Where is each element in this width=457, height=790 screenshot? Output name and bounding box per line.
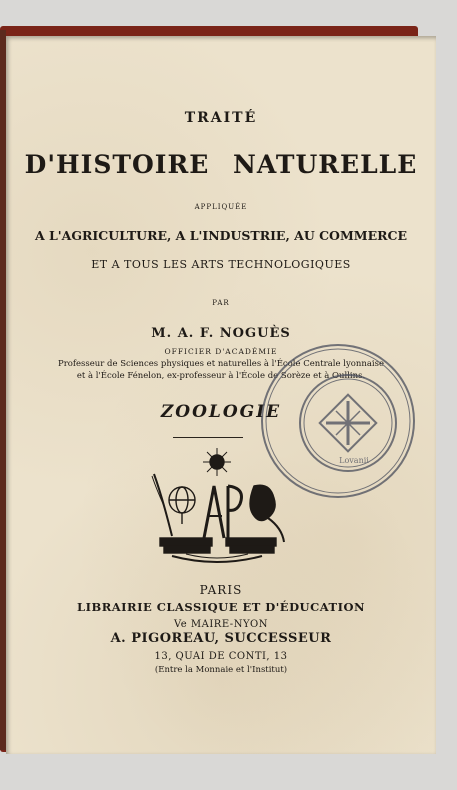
publisher-veuve: Ve MAIRE-NYON <box>173 619 268 630</box>
appliquee-label: APPLIQUÉE <box>194 203 248 211</box>
heading-traite: TRAITÉ <box>184 110 258 126</box>
publisher-house: LIBRAIRIE CLASSIQUE ET D'ÉDUCATION <box>77 600 365 614</box>
publisher-address: 13, QUAI DE CONTI, 13 <box>154 651 288 662</box>
section-title: ZOOLOGIE <box>160 402 282 422</box>
main-title: D'HISTOIRE NATURELLE <box>24 150 418 179</box>
divider-rule <box>173 437 243 438</box>
publisher-successor: A. PIGOREAU, SUCCESSEUR <box>110 631 332 646</box>
subject-line-2: ET A TOUS LES ARTS TECHNOLOGIQUES <box>91 258 351 271</box>
title-page <box>6 36 436 754</box>
author-credentials-1: Professeur de Sciences physiques et naturelles à l'École Centrale lyonnaise <box>57 359 385 369</box>
author-name: M. A. F. NOGUÈS <box>151 326 291 341</box>
author-credentials-2: et à l'École Fénelon, ex-professeur à l'École de Sorèze et à Oullins. <box>76 371 366 381</box>
publisher-address-note: (Entre la Monnaie et l'Institut) <box>154 665 288 675</box>
library-stamp-icon <box>258 341 418 501</box>
par-label: PAR <box>212 299 230 307</box>
author-title: OFFICIER D'ACADÉMIE <box>164 347 278 356</box>
publisher-city: PARIS <box>199 583 243 597</box>
stamp-location: Lovanii <box>339 456 369 465</box>
subject-line-1: A L'AGRICULTURE, A L'INDUSTRIE, AU COMMERCE <box>34 228 408 243</box>
